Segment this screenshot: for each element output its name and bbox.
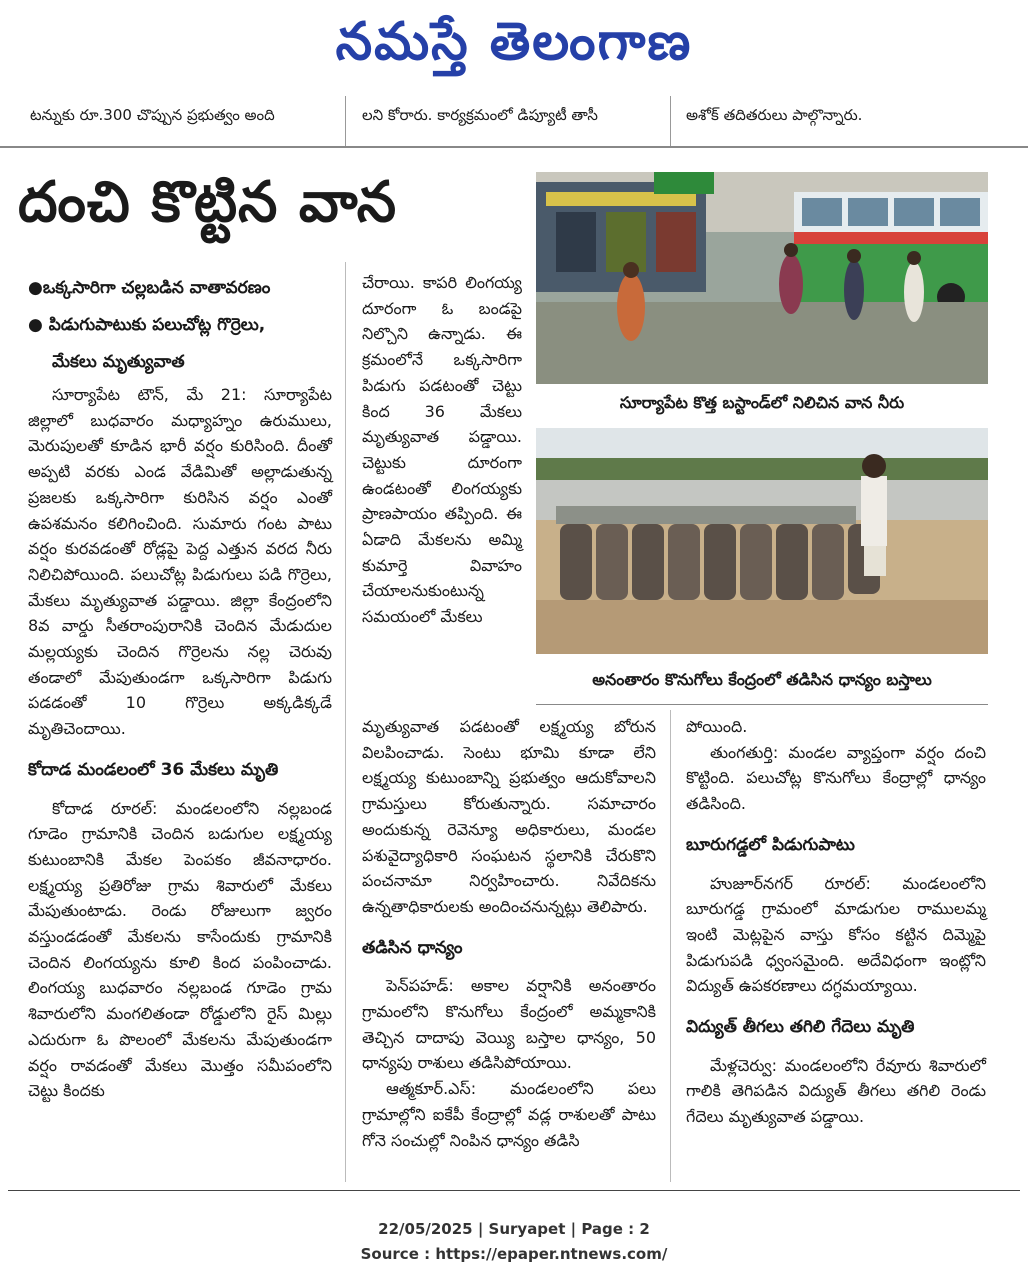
footer-source-line: Source : https://epaper.ntnews.com/ <box>360 1245 668 1263</box>
footer-rule <box>8 1190 1020 1191</box>
article-column-3 <box>686 714 986 1130</box>
photo-caption-1: సూర్యాపేట కొత్త బస్టాండ్‌లో నిలిచిన వాన నీరు <box>619 393 905 412</box>
paragraph: హుజూర్‌నగర్ రూరల్: మండలంలోని బూరుగడ్డ గ్రామంలో మాడుగుల రాములమ్మ ఇంటి మెట్లపైన వాస్తు కోసం కట్టిన దిమ్మెపై పిడుగుపడి ధ్వంసమైంది. అదేవిధంగా ఇంట్లోని విద్యుత్ ఉపకరణాలు దగ్ధమయ్యాయి. <box>686 873 986 996</box>
masthead <box>0 0 1028 92</box>
subheading: బూరుగడ్డలో పిడుగుపాటు <box>686 834 855 855</box>
article-column-2 <box>362 270 522 630</box>
paragraph: మేళ్లచెర్వు: మండలంలోని రేవూరు శివారులో గాలికి తెగిపడిన విద్యుత్ తీగలు తగిలి రెండు గేదెలు మృత్యువాత పడ్డాయి. <box>686 1055 986 1127</box>
subheading: తడిసిన ధాన్యం <box>362 937 463 958</box>
photo-wet-grain-bags <box>536 428 988 654</box>
paragraph: కోదాడ రూరల్: మండలంలోని నల్లబండ గూడెం గ్రామానికి చెందిన బడుగుల లక్ష్మయ్య కుటుంబానికి మేకల పెంపకం జీవనాధారం. లక్ష్మయ్య ప్రతిరోజు గ్రామ శివారులో మేకలు మేపుతుంటాడు. రెండు రోజులుగా జ్వరం వస్తుండడంతో మేకలను కాసేందుకు గ్రామానికి చెందిన లింగయ్యను కూలి కింద పంపించాడు. లింగయ్య బుధవారం నల్లబండ గూడెం గ్రామ శివారులోని మంగలితండా రోడ్డులోని రైస్ మిల్లు ఎదురుగా ఓ పొలంలో మేకలను మేపుతుండగా వర్షం రావడంతో మేకలు మొత్తం సమీపంలోని చెట్టు కిందకు <box>28 798 332 1101</box>
paragraph: ఆత్మకూర్.ఎస్: మండలంలోని పలు గ్రామాల్లోని ఐకేపీ కేంద్రాల్లో వడ్ల రాశులతో పాటు గోనె సంచుల్లో నింపిన ధాన్యం తడిసి <box>362 1079 656 1150</box>
photo-separator <box>536 704 988 705</box>
paragraph: పెన్‌పహడ్: అకాల వర్షానికి అనంతారం గ్రామంలోని కొనుగోలు కేంద్రంలో అమ్మకానికి తెచ్చిన దాదాపు వెయ్యి బస్తాల ధాన్యం, 50 ధాన్యపు రాశులు తడిసిపోయాయి. <box>362 976 656 1073</box>
paragraph: తుంగతుర్తి: మండల వ్యాప్తంగా వర్షం దంచి కొట్టింది. పలుచోట్ల కొనుగోలు కేంద్రాల్లో ధాన్యం తడిసింది. <box>686 742 986 814</box>
newspaper-logo: నమస్తే తెలంగాణ <box>335 12 693 72</box>
paragraph: చేరాయి. కాపరి లింగయ్య దూరంగా ఓ బండపై నిల్చొని ఉన్నాడు. ఈ క్రమంలోనే ఒక్కసారిగా పిడుగు పడటంతో చెట్టు కింద 36 మేకలు మృత్యువాత పడ్డాయి. చెట్టుకు దూరంగా ఉండటంతో లింగయ్యకు ప్రాణపాయం తప్పింది. ఈ ఏడాది మేకలను అమ్మి కుమార్తె వివాహం చేయాలనుకుంటున్న సమయంలో మేకలు <box>362 273 522 627</box>
strip-text-2: లని కోరారు. కార్యక్రమంలో డిప్యూటీ తాసీ <box>362 106 598 124</box>
bullet-2: ● పిడుగుపాటుకు పలుచోట్ల గొర్రెలు, <box>28 315 266 335</box>
paragraph: మృత్యువాత పడటంతో లక్ష్మయ్య బోరున విలపించాడు. సెంటు భూమి కూడా లేని లక్ష్మయ్య కుటుంబాన్ని ప్రభుత్వం ఆదుకోవాలని గ్రామస్తులు కోరుతున్నారు. సమాచారం అందుకున్న రెవెన్యూ అధికారులు, మండల పశువైద్యాధికారి సంఘటన స్థలానికి చేరుకొని పంచనామా నిర్వహించారు. నివేదికను ఉన్నతాధికారులకు అందించనున్నట్లు తెలిపారు. <box>362 717 656 916</box>
strip-text-3: అశోక్ తదితరులు పాల్గొన్నారు. <box>686 106 863 124</box>
paragraph: సూర్యాపేట టౌన్, మే 21: సూర్యాపేట జిల్లాలో బుధవారం మధ్యాహ్నం ఉరుములు, మెరుపులతో కూడిన భారీ వర్షం కురిసింది. దీంతో అప్పటి వరకు ఎండ వేడిమితో అల్లాడుతున్న ప్రజలకు ఒక్కసారిగా కురిసిన వర్షం ఎంతో ఉపశమనం కలిగించింది. సుమారు గంట పాటు వర్షం కురవడంతో రోడ్లపై పెద్ద ఎత్తున వరద నీరు నిలిచిపోయింది. పలుచోట్ల పిడుగులు పడి గొర్రెలు, మేకలు మృత్యువాత పడ్డాయి. జిల్లా కేంద్రంలోని 8వ వార్డు సీతరాంపురానికి చెందిన మేడుదుల మల్లయ్యకు చెందిన గొర్రెలను నల్ల చెరువు తండాలో మేపుతుండగా ఒక్కసారిగా పిడుగు పడడంతో 10 గొర్రెలు అక్కడిక్కడే మృతిచెందాయి. <box>28 385 332 739</box>
footer-date-line: 22/05/2025 | Suryapet | Page : 2 <box>378 1220 650 1238</box>
subheading: విద్యుత్ తీగలు తగిలి గేదెలు మృతి <box>686 1017 915 1038</box>
bullet-3: మేకలు మృత్యువాత <box>52 352 185 372</box>
column-divider <box>670 96 671 146</box>
bullet-1: ●ఒక్కసారిగా చల్లబడిన వాతావరణం <box>28 278 271 298</box>
photo-caption-2: అనంతారం కొనుగోలు కేంద్రంలో తడిసిన ధాన్యం బస్తాలు <box>592 670 932 689</box>
previous-article-strip <box>0 96 1028 148</box>
article-headline: దంచి కొట్టిన వాన <box>18 170 398 235</box>
article-column-1 <box>28 382 332 1104</box>
strip-text-1: టన్నుకు రూ.300 చొప్పున ప్రభుత్వం అంది <box>30 106 275 124</box>
subheading: కోదాడ మండలంలో 36 మేకలు మృతి <box>28 759 279 780</box>
article-column-2-continued <box>362 714 656 1153</box>
column-divider <box>345 262 346 1182</box>
headline-bullets <box>28 270 270 381</box>
column-divider <box>345 96 346 146</box>
paragraph: పోయింది. <box>686 717 748 736</box>
column-divider <box>670 710 671 1182</box>
photo-bus-stand-flood <box>536 172 988 384</box>
